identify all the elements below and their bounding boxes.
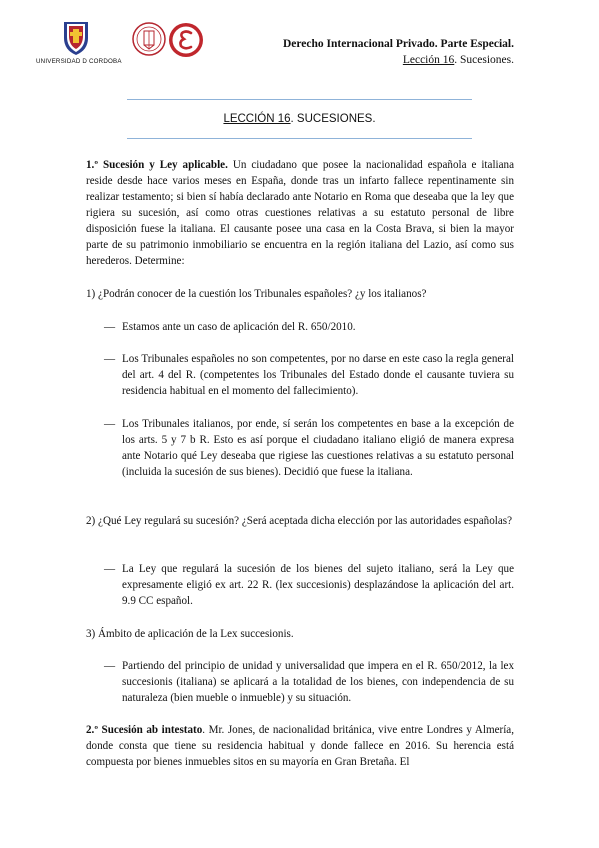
list-item: — La Ley que regulará la sucesión de los bienes del sujeto italiano, será la Ley que expresamente eligió ex art. 22 R. (lex succesionis) desplazándose la aplicación del art. 9.9 CC español.: [104, 563, 514, 607]
course-title: Derecho Internacional Privado. Parte Especial.: [282, 38, 514, 50]
list-item: — Estamos ante un caso de aplicación del R. 650/2010.: [104, 321, 356, 333]
question-1: 1) ¿Podrán conocer de la cuestión los Tribunales españoles? ¿y los italianos?: [86, 288, 427, 300]
case2-paragraph: [86, 722, 514, 770]
lesson-subtitle: [403, 54, 514, 66]
dash-bullet: —: [104, 660, 116, 672]
dash-bullet: —: [104, 321, 116, 333]
university-logo: [36, 18, 122, 68]
case1-text: Un ciudadano que posee la nacionalidad española e italiana reside desde hace varios meses en España, donde tras un infarto fallece repentinamente sin realizar testamento; si bien sí había declarado ante Notario en Roma que deseaba que la ley que rigiera su sucesión, así como otras cuestiones relativas a su estatuto personal de libre disposición fuese la italiana. El causante posee una casa en la Costa Brava, si bien la mayor parte de su patrimonio inmobiliario se encuentra en la región italiana del Lazio, así como sus herederos. Determine:: [86, 159, 514, 267]
list-item: — Los Tribunales españoles no son competentes, por no darse en este caso la regla general del art. 4 del R. (competentes los Tribunales del Estado donde el causante tuviera su residencia habitual en el momento del fallecimiento).: [104, 353, 514, 397]
question-3: 3) Ámbito de aplicación de la Lex succesionis.: [86, 628, 294, 640]
lesson-subtitle-number: Lección 16: [402, 54, 455, 66]
faculty-seal-logo: [132, 22, 166, 61]
dash-bullet: —: [104, 563, 116, 575]
dash-bullet: —: [104, 418, 116, 430]
lesson-heading-number: LECCIÓN 16: [223, 113, 291, 125]
case2-text: . Mr. Jones, de nacionalidad británica, vive entre Londres y Almería, donde consta que tiene su residencia habitual y donde fallece en 2016. Su herencia está compuesta por bienes inmuebles sitos en su mayoría en Gran Bretaña. El: [86, 724, 515, 768]
bottom-divider: [127, 138, 472, 139]
dash-bullet: —: [104, 353, 116, 365]
top-divider: [127, 99, 472, 100]
case2-lead: 2.º Sucesión ab intestato: [86, 724, 203, 736]
list-item: — Partiendo del principio de unidad y universalidad que impera en el R. 650/2012, la lex succesionis (italiana) se aplicará a la totalidad de los bienes, con independencia de su naturaleza (bien mueble o inmueble) y su situación.: [104, 660, 514, 704]
case1-lead: 1.º Sucesión y Ley aplicable.: [86, 159, 228, 171]
epsilon-emblem-logo: [168, 22, 204, 63]
case1-paragraph: [86, 157, 514, 269]
university-name: UNIVERSIDAD D CORDOBA: [36, 58, 122, 65]
lesson-heading-topic: . SUCESIONES.: [290, 113, 376, 125]
list-item: — Los Tribunales italianos, por ende, sí serán los competentes en base a la excepción de los arts. 5 y 7 b R. Esto es así porque el ciudadano italiano eligió de manera expresa ante Notario qué Ley deseaba que rigiese las cuestiones relativas a su estatuto personal (incluida la sucesión de sus bienes). Decidió que fuese la italiana.: [104, 418, 514, 478]
lesson-heading: [0, 113, 599, 125]
question-2: 2) ¿Qué Ley regulará su sucesión? ¿Será aceptada dicha elección por las autoridades españolas?: [86, 515, 512, 527]
lesson-subtitle-topic: . Sucesiones.: [454, 54, 514, 66]
